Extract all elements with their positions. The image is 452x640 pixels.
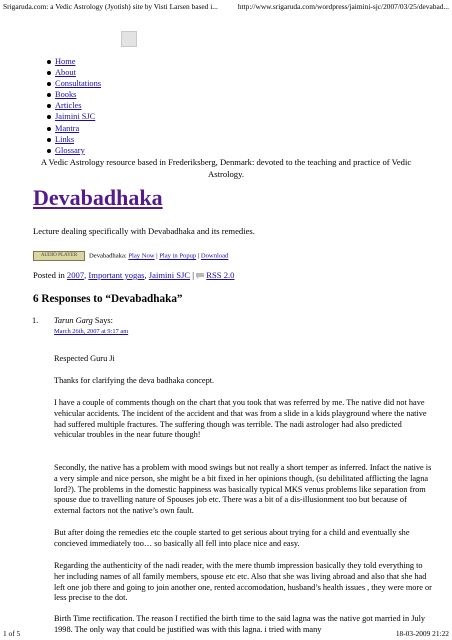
play-now-link[interactable]: Play Now — [128, 252, 155, 260]
rss-comment-icon — [196, 273, 204, 279]
nav-item-jaimini-sjc[interactable] — [55, 111, 101, 122]
nav-item-consultations[interactable] — [55, 78, 101, 89]
nav-item-links[interactable] — [55, 134, 101, 145]
nav-link-books[interactable]: Books — [55, 90, 77, 100]
site-navigation — [55, 56, 101, 156]
category-link-important-yogas[interactable]: Important yogas — [88, 270, 145, 280]
nav-item-glossary[interactable] — [55, 145, 101, 156]
category-link-2007[interactable]: 2007 — [66, 270, 85, 280]
separator: | — [156, 252, 158, 260]
nav-item-about[interactable] — [55, 67, 101, 78]
footer-timestamp: 18-03-2009 21:22 — [395, 629, 449, 638]
audio-player-row — [33, 251, 228, 262]
bullet-icon — [47, 138, 51, 142]
comment-paragraph: Birth Time rectification. The reason I rectified the birth time to the said lagna was the native got married in July 1998. The only way that could be justified was with this lagna. i tried with many — [54, 614, 426, 634]
nav-link-links[interactable]: Links — [55, 134, 75, 144]
comment-author: Tarun Garg — [54, 316, 93, 325]
separator: | — [197, 252, 200, 260]
post-description: Lecture dealing specifically with Devabadhaka and its remedies. — [33, 226, 255, 236]
bullet-icon — [47, 127, 51, 131]
nav-item-articles[interactable] — [55, 100, 101, 111]
comment-date-link[interactable]: March 26th, 2007 at 9:17 am — [54, 327, 129, 335]
comment-paragraph: I have a couple of comments though on the chart that you took that was referred by me. The native did not have vehicular accidents. The incident of the accident and that was from a slide in a kids playground where the native had suffered multiple fractures. The suffering though was terrible. The nadi astrologer had also predicted vehicular troubles in the near future though! — [54, 398, 427, 440]
responses-heading: 6 Responses to “Devabadhaka” — [33, 293, 183, 305]
comment-item — [32, 316, 432, 634]
rss-feed-link[interactable]: RSS 2.0 — [206, 270, 235, 280]
bullet-icon — [47, 149, 51, 153]
bullet-icon — [47, 104, 51, 108]
header-url: http://www.srigaruda.com/wordpress/jaimini-sjc/2007/03/25/devabad... — [237, 2, 449, 11]
audio-label: Devabadhaka: — [89, 252, 127, 260]
nav-link-consultations[interactable]: Consultations — [55, 79, 102, 89]
print-header — [0, 0, 452, 14]
bullet-icon — [47, 60, 51, 64]
nav-link-about[interactable]: About — [55, 68, 76, 78]
bullet-icon — [47, 82, 51, 86]
nav-link-jaimini-sjc[interactable]: Jaimini SJC — [55, 112, 96, 122]
nav-link-articles[interactable]: Articles — [55, 101, 82, 111]
download-link[interactable]: Download — [200, 252, 229, 260]
play-in-popup-link[interactable]: Play in Popup — [159, 252, 197, 260]
post-title[interactable]: Devabadhaka — [33, 185, 163, 210]
comment-paragraph: Regarding the authenticity of the nadi reader, with the mere thumb impression basically they told everything to her including names of all family members, spouse etc etc. Also that she was living abroad and also that she had left one job there and going to join another one, rented accomodation, husband’s health issues , they were more or less precise to the dot. — [54, 561, 432, 603]
comment-number: 1. — [32, 316, 39, 325]
comment-paragraph: But after doing the remedies etc the couple started to get serious about trying for a child and eventually she concieved immediately too… so basically all fell into place nice and easy. — [54, 528, 410, 548]
image-placeholder-icon — [121, 31, 137, 47]
nav-link-glossary[interactable]: Glossary — [55, 145, 85, 155]
nav-item-books[interactable] — [55, 89, 101, 100]
comment-paragraph: Respected Guru Ji — [54, 354, 115, 363]
comment-says: Says: — [94, 316, 113, 325]
bullet-icon — [47, 115, 51, 119]
bullet-icon — [47, 93, 51, 97]
print-footer — [0, 627, 452, 640]
bullet-icon — [47, 71, 51, 75]
footer-page-count: 1 of 5 — [3, 629, 21, 638]
nav-item-mantra[interactable] — [55, 123, 101, 134]
comment-paragraph: Thanks for clarifying the deva badhaka concept. — [54, 376, 215, 385]
nav-item-home[interactable] — [55, 56, 101, 67]
comment-paragraph: Secondly, the native has a problem with mood swings but not really a short temper as inferred. Infact the native is a very simple and nice person, she might be a bit fixed in her opinions though, (su debilitated afflicting the lagna lord?). The problems in the domestic happiness was basically typical MKS venus problems like separation from spouse due to travelling nature of Spouses job etc. There was a bit of a dis-illusionment too but because of external factors not the native’s own fault. — [54, 463, 432, 516]
audio-player-badge[interactable]: AUDIO PLAYER — [33, 251, 85, 261]
nav-link-home[interactable]: Home — [55, 57, 76, 66]
posted-in-label: Posted in — [33, 270, 65, 280]
nav-link-mantra[interactable]: Mantra — [55, 123, 80, 133]
site-tagline: A Vedic Astrology resource based in Frederiksberg, Denmark: devoted to the teaching and practice of Vedic Astrology. — [40, 157, 412, 179]
header-page-title: Srigaruda.com: a Vedic Astrology (Jyotish) site by Visti Larsen based i... — [3, 2, 218, 11]
post-meta: Posted in 2007, Important yogas, Jaimini SJC | RSS 2.0 — [33, 270, 235, 280]
category-link-jaimini-sjc[interactable]: Jaimini SJC — [148, 270, 191, 280]
